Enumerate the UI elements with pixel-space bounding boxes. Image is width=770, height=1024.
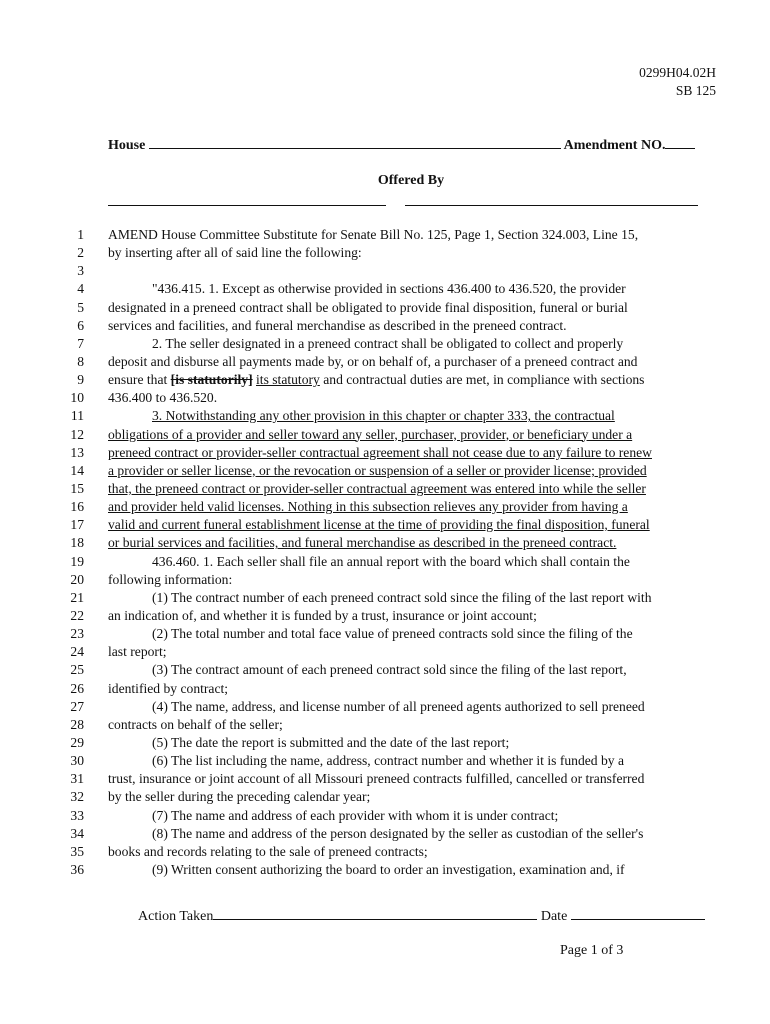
text-segment: by the seller during the preceding calendar year;	[108, 789, 371, 805]
text-line	[0, 661, 770, 679]
amendment-number-label: Amendment NO.	[563, 138, 666, 153]
line-text	[152, 661, 762, 679]
line-number: 11	[70, 408, 84, 424]
line-number: 8	[77, 353, 84, 369]
text-segment: and contractual duties are met, in compliance with sections	[319, 372, 645, 388]
text-line	[0, 516, 770, 534]
document-id: 0299H04.02H	[639, 65, 716, 80]
line-number: 14	[70, 462, 84, 478]
line-text	[108, 680, 718, 698]
house-blank-line	[149, 136, 561, 149]
text-line	[0, 643, 770, 661]
line-number: 18	[70, 535, 84, 551]
date-blank	[571, 907, 705, 920]
bill-number: SB 125	[675, 83, 716, 98]
text-line	[0, 353, 770, 371]
text-line	[0, 589, 770, 607]
line-number: 34	[70, 825, 84, 841]
line-text	[152, 335, 762, 353]
text-line	[0, 244, 770, 262]
text-segment: 2. The seller designated in a preneed contract shall be obligated to collect and properly	[152, 335, 624, 351]
line-text	[108, 498, 718, 516]
text-line	[0, 407, 770, 425]
text-segment: (3) The contract amount of each preneed contract sold since the filing of the last report,	[152, 662, 627, 678]
text-line	[0, 698, 770, 716]
text-line	[0, 226, 770, 244]
text-line	[0, 625, 770, 643]
action-taken-label: Action Taken	[138, 909, 214, 924]
inserted-text: a provider or seller license, or the revocation or suspension of a seller or provider license; provided	[108, 462, 647, 478]
line-text	[152, 752, 762, 770]
text-line	[0, 444, 770, 462]
deleted-text: [is statutorily]	[170, 372, 253, 388]
line-number: 28	[70, 716, 84, 732]
line-number: 20	[70, 571, 84, 587]
text-line	[0, 317, 770, 335]
line-text	[108, 534, 718, 552]
line-number: 22	[70, 607, 84, 623]
text-line	[0, 534, 770, 552]
line-number: 2	[77, 245, 84, 261]
text-line	[0, 280, 770, 298]
line-number: 1	[77, 227, 84, 242]
offered-by-line-right	[405, 205, 698, 206]
line-text	[108, 607, 718, 625]
text-segment: by inserting after all of said line the following:	[108, 245, 362, 261]
line-number: 33	[70, 807, 84, 823]
text-line	[0, 770, 770, 788]
line-text	[108, 444, 718, 462]
text-line	[0, 680, 770, 698]
line-text	[152, 553, 762, 571]
line-text	[108, 788, 718, 806]
inserted-text: valid and current funeral establishment license at the time of providing the final disposition, funeral	[108, 517, 650, 533]
line-number: 4	[77, 281, 84, 297]
text-segment: AMEND House Committee Substitute for Senate Bill No. 125, Page 1, Section 324.003, Line 15,	[108, 227, 639, 242]
line-number: 32	[70, 789, 84, 805]
inserted-text: its statutory	[256, 372, 320, 388]
line-number: 10	[70, 390, 84, 406]
text-line	[0, 299, 770, 317]
text-segment: following information:	[108, 571, 233, 587]
text-segment: deposit and disburse all payments made by, or on behalf of, a purchaser of a preneed contract and	[108, 353, 638, 369]
line-text	[108, 317, 718, 335]
line-text	[152, 825, 762, 843]
text-segment: designated in a preneed contract shall be obligated to provide final disposition, funeral or burial	[108, 299, 628, 315]
text-line	[0, 571, 770, 589]
line-text	[152, 589, 762, 607]
text-segment: services and facilities, and funeral merchandise as described in the preneed contract.	[108, 317, 567, 333]
line-text	[108, 353, 718, 371]
line-text	[108, 770, 718, 788]
text-segment: an indication of, and whether it is funded by a trust, insurance or joint account;	[108, 607, 537, 623]
text-line	[0, 262, 770, 280]
line-text	[152, 625, 762, 643]
offered-by-label: Offered By	[377, 173, 445, 188]
text-line	[0, 389, 770, 407]
line-number: 26	[70, 680, 84, 696]
line-text	[152, 734, 762, 752]
text-line	[0, 498, 770, 516]
line-number: 21	[70, 589, 84, 605]
line-number: 5	[77, 299, 84, 315]
text-line	[0, 807, 770, 825]
line-number: 25	[70, 662, 84, 678]
line-text	[108, 843, 718, 861]
line-text	[108, 716, 718, 734]
inserted-text: preneed contract or provider-seller contractual agreement shall not cease due to any failure to renew	[108, 444, 652, 460]
text-line	[0, 335, 770, 353]
line-text	[152, 280, 762, 298]
text-line	[0, 843, 770, 861]
text-segment: ensure that	[108, 372, 171, 388]
line-text	[152, 407, 762, 425]
action-taken-row	[138, 907, 705, 925]
text-line	[0, 734, 770, 752]
line-text	[108, 244, 718, 262]
amendment-text	[0, 226, 770, 879]
text-line	[0, 426, 770, 444]
line-number: 24	[70, 644, 84, 660]
text-segment: last report;	[108, 644, 167, 660]
text-line	[0, 752, 770, 770]
line-number: 35	[70, 843, 84, 859]
inserted-text: 3. Notwithstanding any other provision in this chapter or chapter 333, the contractual	[152, 408, 615, 424]
text-segment: 436.460. 1. Each seller shall file an annual report with the board which shall contain the	[152, 553, 630, 569]
text-segment: (2) The total number and total face value of preneed contracts sold since the filing of the	[152, 626, 633, 642]
page-number: Page 1 of 3	[560, 943, 624, 958]
text-segment: identified by contract;	[108, 680, 229, 696]
line-text	[152, 861, 762, 879]
amendment-title-row	[108, 136, 714, 154]
action-taken-blank	[213, 907, 537, 920]
text-segment: (6) The list including the name, address, contract number and whether it is funded by a	[152, 753, 624, 769]
line-number: 29	[70, 734, 84, 750]
line-number: 6	[77, 317, 84, 333]
line-number: 19	[70, 553, 84, 569]
line-number: 31	[70, 771, 84, 787]
text-line	[0, 371, 770, 389]
house-label: House	[108, 138, 146, 153]
text-line	[0, 861, 770, 879]
offered-by-line-left	[108, 205, 386, 206]
text-segment: 436.400 to 436.520.	[108, 390, 218, 406]
line-number: 7	[77, 335, 84, 351]
line-text	[108, 371, 718, 389]
inserted-text: or burial services and facilities, and funeral merchandise as described in the preneed contract.	[108, 535, 617, 551]
line-number: 12	[70, 426, 84, 442]
text-line	[0, 607, 770, 625]
line-text	[108, 516, 718, 534]
line-text	[108, 571, 718, 589]
text-line	[0, 462, 770, 480]
line-number: 17	[70, 517, 84, 533]
text-segment: (9) Written consent authorizing the board to order an investigation, examination and, if	[152, 861, 625, 877]
inserted-text: obligations of a provider and seller toward any seller, purchaser, provider, or beneficiary under a	[108, 426, 633, 442]
text-segment: (8) The name and address of the person designated by the seller as custodian of the seller's	[152, 825, 644, 841]
text-line	[0, 825, 770, 843]
inserted-text: and provider held valid licenses. Nothing in this subsection relieves any provider from having a	[108, 499, 628, 515]
line-text	[108, 426, 718, 444]
text-segment: (4) The name, address, and license number of all preneed agents authorized to sell preneed	[152, 698, 645, 714]
line-text	[108, 226, 718, 244]
line-number: 16	[70, 499, 84, 515]
line-text	[108, 299, 718, 317]
text-line	[0, 716, 770, 734]
line-text	[152, 698, 762, 716]
text-segment: trust, insurance or joint account of all Missouri preneed contracts fulfilled, cancelled or transferred	[108, 771, 645, 787]
line-number: 23	[70, 626, 84, 642]
line-number: 27	[70, 698, 84, 714]
line-number: 3	[77, 263, 84, 279]
line-number: 15	[70, 480, 84, 496]
line-number: 36	[70, 861, 84, 877]
line-text	[108, 389, 718, 407]
text-line	[0, 553, 770, 571]
line-text	[108, 462, 718, 480]
line-number: 9	[77, 372, 84, 388]
inserted-text: that, the preneed contract or provider-seller contractual agreement was entered into while the seller	[108, 480, 646, 496]
text-line	[0, 788, 770, 806]
text-segment: (1) The contract number of each preneed contract sold since the filing of the last report with	[152, 589, 652, 605]
date-label: Date	[540, 909, 568, 924]
line-number: 13	[70, 444, 84, 460]
line-text	[108, 643, 718, 661]
line-number: 30	[70, 753, 84, 769]
text-line	[0, 480, 770, 498]
text-segment: books and records relating to the sale of preneed contracts;	[108, 843, 428, 859]
line-text	[108, 480, 718, 498]
text-segment: contracts on behalf of the seller;	[108, 716, 283, 732]
text-segment: (5) The date the report is submitted and the date of the last report;	[152, 734, 510, 750]
text-segment: (7) The name and address of each provider with whom it is under contract;	[152, 807, 559, 823]
amendment-number-blank	[665, 136, 695, 149]
line-text	[152, 807, 762, 825]
text-segment: "436.415. 1. Except as otherwise provided in sections 436.400 to 436.520, the provider	[152, 281, 626, 297]
